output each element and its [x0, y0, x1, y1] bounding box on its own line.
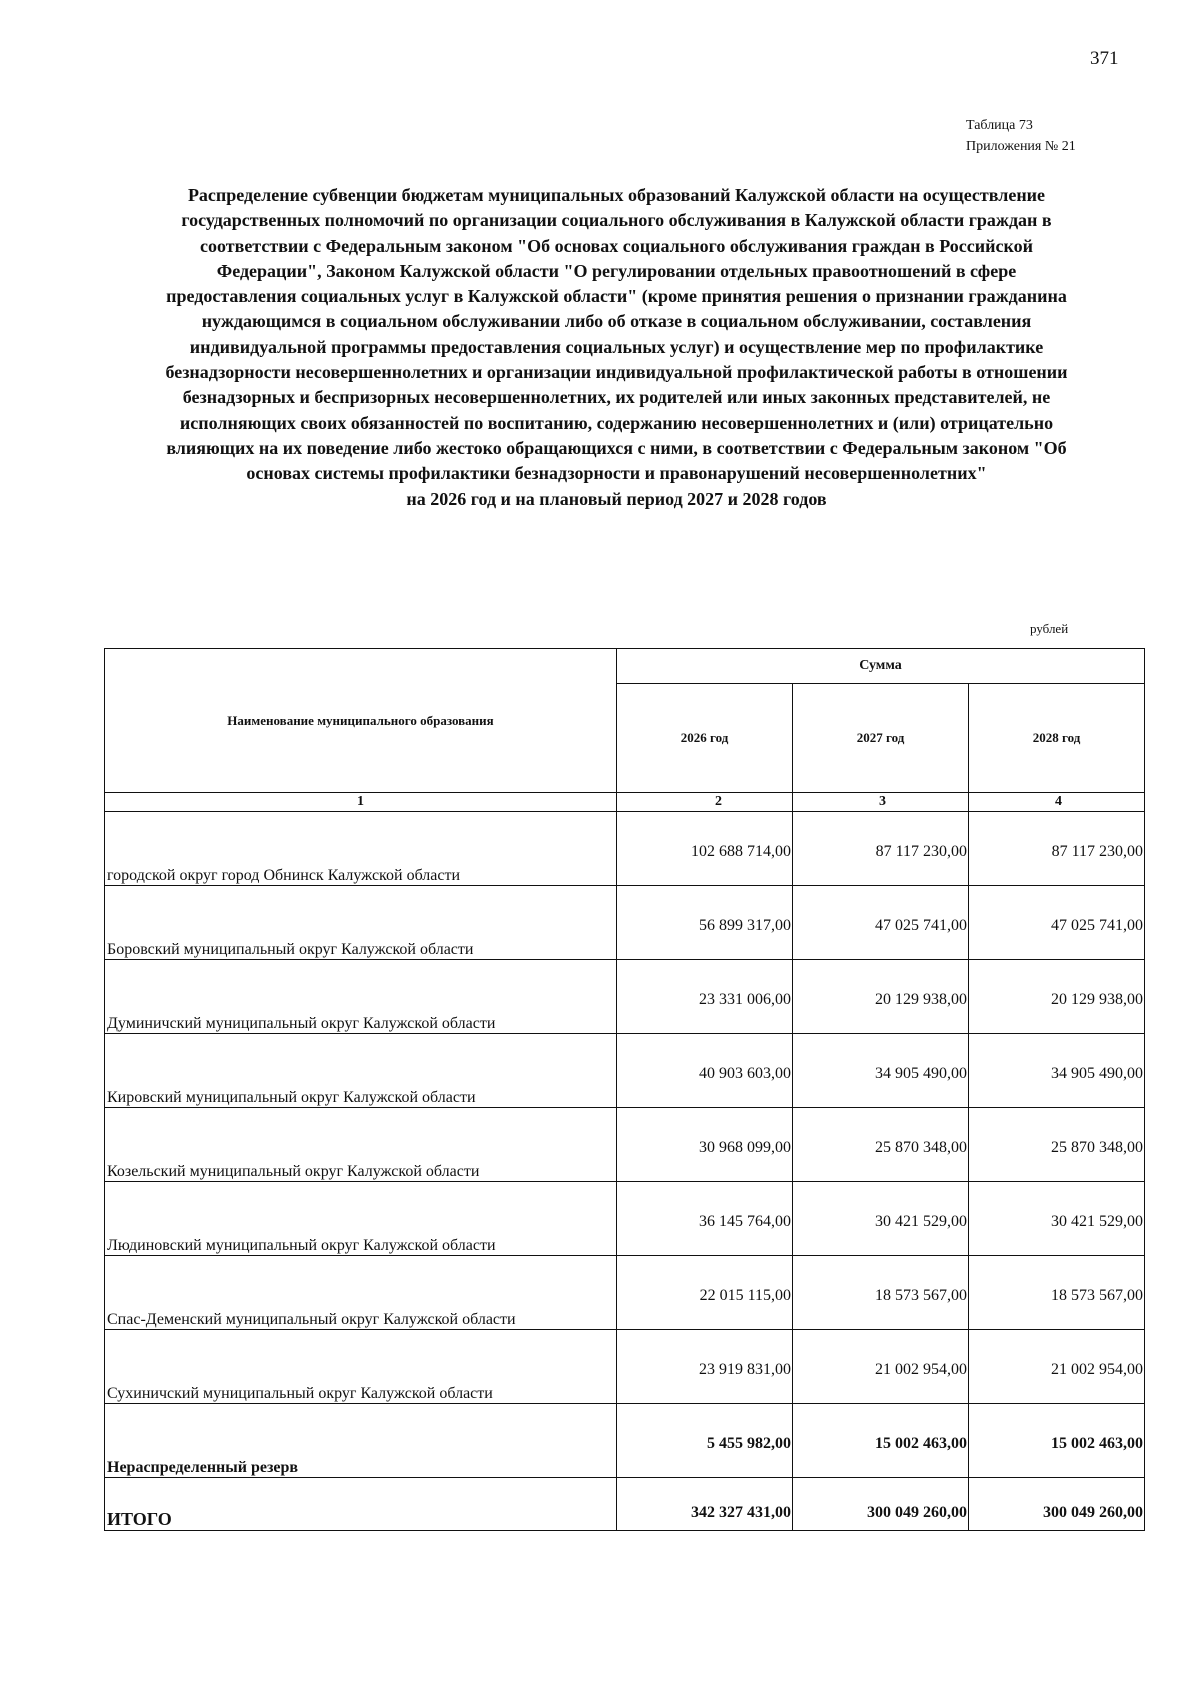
table-reference: [966, 115, 1076, 157]
table-row: [105, 1330, 1145, 1404]
amount-2028: 47 025 741,00: [969, 886, 1145, 960]
amount-2027: 30 421 529,00: [793, 1182, 969, 1256]
title-line: нуждающимся в социальном обслуживании либо об отказе в социальном обслуживании, составления: [201, 311, 1032, 332]
amount-2026: 40 903 603,00: [617, 1034, 793, 1108]
column-number-2: 2: [617, 793, 793, 812]
title-line: государственных полномочий по организации социального обслуживания в Калужской области граждан в: [181, 210, 1052, 231]
municipality-name: Боровский муниципальный округ Калужской области: [105, 886, 617, 960]
amount-2026: 5 455 982,00: [617, 1404, 793, 1478]
amount-2027: 15 002 463,00: [793, 1404, 969, 1478]
table-row: [105, 886, 1145, 960]
table-row: [105, 1256, 1145, 1330]
amount-2028: 30 421 529,00: [969, 1182, 1145, 1256]
amount-2026: 342 327 431,00: [617, 1478, 793, 1531]
subvention-table: [104, 648, 1145, 1531]
column-number-1: 1: [105, 793, 617, 812]
title-line: влияющих на их поведение либо жестоко обращающихся с ними, в соответствии с Федеральным законом "Об: [166, 437, 1067, 458]
amount-2026: 36 145 764,00: [617, 1182, 793, 1256]
amount-2026: 102 688 714,00: [617, 812, 793, 886]
amount-2028: 34 905 490,00: [969, 1034, 1145, 1108]
amount-2026: 56 899 317,00: [617, 886, 793, 960]
title-line: индивидуальной программы предоставления социальных услуг) и осуществление мер по профилактике: [189, 336, 1044, 357]
title-line: безнадзорности несовершеннолетних и организации индивидуальной профилактической работы в отношении: [165, 362, 1068, 383]
amount-2027: 34 905 490,00: [793, 1034, 969, 1108]
title-line: безнадзорных и беспризорных несовершеннолетних, их родителей или иных законных представителей, не: [182, 387, 1051, 408]
title-line: предоставления социальных услуг в Калужской области" (кроме принятия решения о признании гражданина: [166, 286, 1067, 307]
amount-2026: 22 015 115,00: [617, 1256, 793, 1330]
page-number: 371: [1090, 48, 1119, 69]
amount-2027: 47 025 741,00: [793, 886, 969, 960]
total-row: [105, 1478, 1145, 1531]
document-title: [100, 183, 1133, 512]
amount-2027: 21 002 954,00: [793, 1330, 969, 1404]
title-line: основах системы профилактики безнадзорности и правонарушений несовершеннолетних": [246, 463, 987, 484]
table-row: [105, 960, 1145, 1034]
title-line: Федерации", Законом Калужской области "О регулировании отдельных правоотношений в сфере: [216, 260, 1017, 281]
title-line: соответствии с Федеральным законом "Об основах социального обслуживания граждан в Российской: [200, 235, 1033, 256]
amount-2027: 18 573 567,00: [793, 1256, 969, 1330]
column-number-4: 4: [969, 793, 1145, 812]
table-number: Таблица 73: [966, 118, 1033, 133]
amount-2027: 25 870 348,00: [793, 1108, 969, 1182]
title-line: Распределение субвенции бюджетам муниципальных образований Калужской области на осуществление: [187, 185, 1046, 205]
amount-2026: 30 968 099,00: [617, 1108, 793, 1182]
municipality-name: Козельский муниципальный округ Калужской области: [105, 1108, 617, 1182]
header-year-2027: 2027 год: [793, 684, 969, 793]
municipality-name: Сухиничский муниципальный округ Калужской области: [105, 1330, 617, 1404]
table-row: [105, 1034, 1145, 1108]
amount-2026: 23 919 831,00: [617, 1330, 793, 1404]
amount-2028: 15 002 463,00: [969, 1404, 1145, 1478]
title-line: на 2026 год и на плановый период 2027 и 2028 годов: [406, 488, 827, 509]
table-row: [105, 1182, 1145, 1256]
amount-2028: 21 002 954,00: [969, 1330, 1145, 1404]
reserve-row: [105, 1404, 1145, 1478]
header-year-2026: 2026 год: [617, 684, 793, 793]
header-sum: Сумма: [617, 649, 1145, 684]
appendix-number: Приложения № 21: [966, 139, 1076, 154]
table-body: [105, 812, 1145, 1531]
municipality-name: Нераспределенный резерв: [105, 1404, 617, 1478]
amount-2028: 87 117 230,00: [969, 812, 1145, 886]
amount-2028: 300 049 260,00: [969, 1478, 1145, 1531]
table-row: [105, 812, 1145, 886]
municipality-name: Думиничский муниципальный округ Калужской области: [105, 960, 617, 1034]
amount-2026: 23 331 006,00: [617, 960, 793, 1034]
amount-2027: 20 129 938,00: [793, 960, 969, 1034]
amount-2028: 18 573 567,00: [969, 1256, 1145, 1330]
amount-2028: 20 129 938,00: [969, 960, 1145, 1034]
column-number-3: 3: [793, 793, 969, 812]
municipality-name: Спас-Деменский муниципальный округ Калужской области: [105, 1256, 617, 1330]
municipality-name: Людиновский муниципальный округ Калужской области: [105, 1182, 617, 1256]
amount-2027: 300 049 260,00: [793, 1478, 969, 1531]
municipality-name: ИТОГО: [105, 1478, 617, 1531]
table-row: [105, 1108, 1145, 1182]
municipality-name: городской округ город Обнинск Калужской области: [105, 812, 617, 886]
amount-2027: 87 117 230,00: [793, 812, 969, 886]
units-label: рублей: [1030, 621, 1069, 636]
title-line: исполняющих своих обязанностей по воспитанию, содержанию несовершеннолетних и (или) отрицательно: [179, 412, 1054, 433]
header-municipality: Наименование муниципального образования: [105, 649, 617, 793]
municipality-name: Кировский муниципальный округ Калужской области: [105, 1034, 617, 1108]
amount-2028: 25 870 348,00: [969, 1108, 1145, 1182]
header-year-2028: 2028 год: [969, 684, 1145, 793]
